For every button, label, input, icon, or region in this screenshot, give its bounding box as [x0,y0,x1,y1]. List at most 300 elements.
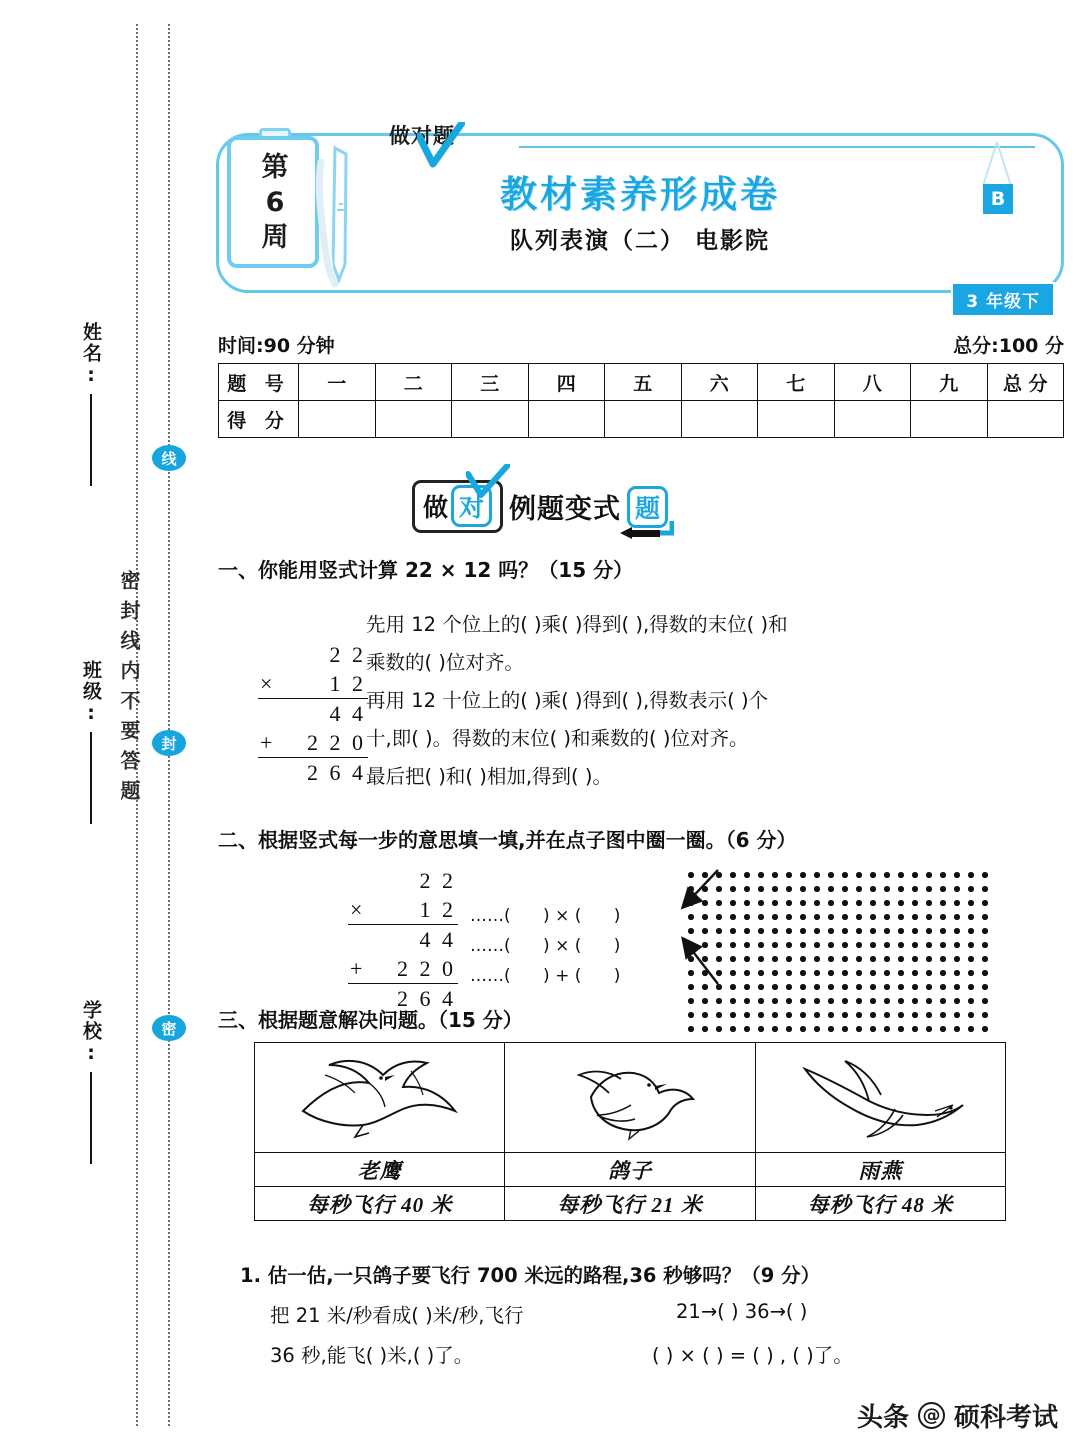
dot [698,924,712,938]
dot [768,966,782,980]
dot [684,952,698,966]
badge-hanger-icon [975,142,1019,188]
dot [936,966,950,980]
at-sign-icon: @ [918,1402,945,1429]
dot [880,952,894,966]
dot [782,882,796,896]
dot [922,924,936,938]
dot [768,938,782,952]
dot [838,924,852,938]
bird-speed-eagle: 每秒飞行 40 米 [255,1187,505,1221]
question-2-annotation-3: ……( ) + ( ) [470,966,621,986]
dot [936,994,950,1008]
bird-name-dove: 鸽子 [505,1153,755,1187]
dot-row [684,980,992,994]
dot [726,868,740,882]
dot [684,938,698,952]
exam-total-label: 总分:100 分 [953,335,1064,357]
dot [866,966,880,980]
dot [754,868,768,882]
vcalc2-line-2-value: 1 2 [419,897,456,922]
dot [894,952,908,966]
eagle-icon [255,1043,505,1153]
dot [908,924,922,938]
student-name-field[interactable] [78,322,105,486]
dot [866,938,880,952]
dot [936,896,950,910]
dot [796,980,810,994]
dot [740,924,754,938]
dot [740,896,754,910]
dot [866,910,880,924]
q1-text-line-5: 最后把( )和( )相加,得到( )。 [366,765,612,788]
dot [978,1008,992,1022]
dot [950,896,964,910]
score-col-4: 四 [528,364,605,401]
section-badge-title: 例题变式 [509,494,621,525]
dot [726,910,740,924]
dot [894,966,908,980]
dot [726,1008,740,1022]
dot [908,952,922,966]
dot [866,980,880,994]
dot [950,966,964,980]
dot [852,952,866,966]
dot [768,980,782,994]
dot [712,910,726,924]
dot [726,966,740,980]
q1-text-line-1: 先用 12 个位上的( )乘( )得到( ),得数的末位( )和 [366,613,788,636]
dot [908,896,922,910]
exam-meta-row [218,331,1064,358]
table-row [219,364,1064,401]
vcalc2-line-4-value: 2 2 0 [397,956,456,981]
dot [866,868,880,882]
vcalc2-operator-plus: + [350,956,366,981]
dot [866,1022,880,1036]
dot [726,952,740,966]
score-col-8: 八 [834,364,911,401]
dot [838,980,852,994]
dot [698,910,712,924]
dot [978,952,992,966]
dot [768,924,782,938]
dot [698,868,712,882]
dot [824,938,838,952]
dot [922,1022,936,1036]
watermark-footer [857,1397,1058,1434]
question-2-vertical-calculation [348,866,458,1013]
student-class-field[interactable] [78,660,105,824]
bird-name-swift: 雨燕 [755,1153,1005,1187]
dot [698,1022,712,1036]
dot [796,910,810,924]
question-1-heading: 一、你能用竖式计算 22 × 12 吗？（15 分） [218,558,634,582]
dot [824,868,838,882]
bird-speed-dove: 每秒飞行 21 米 [505,1187,755,1221]
dot [726,896,740,910]
vcalc1-operator-multiply: × [260,671,276,696]
question-3-sub-1-left-line-1: 把 21 米/秒看成( )米/秒,飞行 [270,1304,524,1327]
dot [782,980,796,994]
dot [880,910,894,924]
score-cell-3[interactable] [452,401,529,438]
vcalc2-line-4 [348,954,458,984]
seal-badge-mi: 密 [152,1015,186,1041]
dot [782,868,796,882]
dove-icon [505,1043,755,1153]
dot [866,1008,880,1022]
section-badge-chip-do: 做 [422,493,448,522]
score-cell-total[interactable] [987,401,1064,438]
dot [810,980,824,994]
dot [796,924,810,938]
dot [810,994,824,1008]
dot [810,896,824,910]
dot [880,938,894,952]
dot [964,966,978,980]
dot [922,896,936,910]
dot [824,1008,838,1022]
dot [922,868,936,882]
dot [796,994,810,1008]
dot-array-grid[interactable] [684,868,992,1036]
dot [936,980,950,994]
dot [950,924,964,938]
vcalc1-line-2-value: 1 2 [329,671,366,696]
header-divider-rule [519,146,1035,148]
dot [698,1008,712,1022]
dot [754,952,768,966]
dot [908,1008,922,1022]
vcalc2-line-3: 4 4 [419,927,456,952]
dot [726,924,740,938]
vcalc1-line-4-value: 2 2 0 [307,730,366,755]
student-class-label: 班级: [80,660,102,726]
dot [950,980,964,994]
dot-row [684,882,992,896]
dot [824,952,838,966]
vcalc1-result: 2 6 4 [307,760,366,785]
dot [978,882,992,896]
dot [894,882,908,896]
dot [712,1008,726,1022]
dot [824,910,838,924]
score-cell-2[interactable] [375,401,452,438]
dot [964,924,978,938]
dot [880,896,894,910]
dot [754,924,768,938]
dot [908,868,922,882]
dot-row [684,1022,992,1036]
dot [936,924,950,938]
dot [852,966,866,980]
dot [712,938,726,952]
dot [782,1022,796,1036]
dot [712,994,726,1008]
exam-time-label: 时间:90 分钟 [218,335,335,357]
dot [978,966,992,980]
score-cell-5[interactable] [605,401,682,438]
swift-icon [755,1043,1005,1153]
dot [978,938,992,952]
dot [824,882,838,896]
seal-badge-feng: 封 [152,730,186,756]
dot [908,1022,922,1036]
dot [838,1008,852,1022]
dot [810,910,824,924]
dot [950,1022,964,1036]
dot [726,980,740,994]
dot [726,882,740,896]
class-write-rule [90,732,92,824]
score-cell-7[interactable] [758,401,835,438]
dot [838,938,852,952]
dot [936,910,950,924]
dot [866,952,880,966]
dot [894,896,908,910]
dot [838,896,852,910]
dot [894,1022,908,1036]
dot [810,882,824,896]
watermark-platform: 头条 [856,1403,909,1433]
do-it-right-label: 做对题 [389,124,455,148]
question-3-sub-1-right-line-1: 21→( ) 36→( ) [676,1300,808,1323]
dot [712,896,726,910]
dot [894,994,908,1008]
bird-speed-table [254,1042,1006,1221]
bird-name-eagle: 老鹰 [255,1153,505,1187]
dot [796,1022,810,1036]
dot [866,994,880,1008]
dot [768,910,782,924]
score-cell-4[interactable] [528,401,605,438]
score-col-7: 七 [758,364,835,401]
section-badge-suffix: 题 [627,486,668,528]
dot [782,896,796,910]
dot-row [684,1008,992,1022]
paper-header-banner [216,124,1064,312]
dot [768,1022,782,1036]
vcalc2-line-2 [348,895,458,925]
dot [810,938,824,952]
dot [950,868,964,882]
dot [950,994,964,1008]
dot [894,1008,908,1022]
dot [922,952,936,966]
dot [908,882,922,896]
dot [684,994,698,1008]
dot [950,1008,964,1022]
dot [922,994,936,1008]
dot [824,966,838,980]
dot [740,966,754,980]
dot [922,966,936,980]
dot [880,882,894,896]
dot [880,966,894,980]
dot [978,924,992,938]
student-school-field[interactable] [78,1000,105,1164]
school-write-rule [90,1072,92,1164]
dot [936,882,950,896]
dot [852,938,866,952]
dot [712,882,726,896]
dot-row [684,924,992,938]
dot [950,952,964,966]
dot [964,910,978,924]
dot [810,868,824,882]
dot [782,952,796,966]
dot [796,966,810,980]
score-cell-8[interactable] [834,401,911,438]
dot [768,882,782,896]
dot [866,924,880,938]
section-badge [0,480,1080,533]
score-table-row-label-score: 得 分 [219,401,299,438]
dot [740,952,754,966]
score-col-9: 九 [911,364,988,401]
question-2-heading: 二、根据竖式每一步的意思填一填,并在点子图中圈一圈。（6 分） [218,828,797,852]
score-col-6: 六 [681,364,758,401]
dot [754,980,768,994]
bird-speed-swift: 每秒飞行 48 米 [755,1187,1005,1221]
student-name-label: 姓名: [80,322,102,388]
dot-row [684,896,992,910]
dot [852,882,866,896]
dot [880,924,894,938]
dot [684,1022,698,1036]
dot [698,980,712,994]
dot [796,882,810,896]
dot [712,980,726,994]
dot [698,966,712,980]
dot [684,980,698,994]
dot [754,966,768,980]
question-1-vertical-calculation [258,640,368,787]
dot [880,980,894,994]
dot [740,938,754,952]
seal-badge-line: 线 [152,445,186,471]
table-row [255,1043,1006,1153]
page-subtitle: 队列表演（二） 电影院 [509,228,770,254]
dot [782,994,796,1008]
dot [684,966,698,980]
dot [936,938,950,952]
dot [908,994,922,1008]
dot [796,952,810,966]
dot [782,924,796,938]
dot [894,938,908,952]
question-3-sub-1-left-line-2: 36 秒,能飞( )米,( )了。 [270,1344,474,1367]
dot [768,868,782,882]
dot [838,868,852,882]
dot [824,924,838,938]
dot [922,910,936,924]
vcalc2-line-1: 2 2 [419,868,456,893]
check-mark-icon [417,122,465,168]
seal-sidebar [0,0,200,1450]
dot [922,980,936,994]
dot [782,910,796,924]
dot [684,1008,698,1022]
dot [838,882,852,896]
dot [978,980,992,994]
dot [684,896,698,910]
dot [740,994,754,1008]
dot [978,910,992,924]
dot [768,994,782,1008]
dot [964,938,978,952]
dot [698,882,712,896]
score-cell-1[interactable] [299,401,376,438]
dot-row [684,938,992,952]
dot-row [684,994,992,1008]
vcalc1-operator-plus: + [260,730,276,755]
dot-row [684,910,992,924]
vcalc1-line-1: 2 2 [329,642,366,667]
table-row [219,401,1064,438]
dot [936,1022,950,1036]
dot [712,1022,726,1036]
dot [852,910,866,924]
dot [950,910,964,924]
dot [796,1008,810,1022]
dot [768,952,782,966]
dot [698,896,712,910]
week-suffix: 周 [261,222,289,253]
dot [740,1008,754,1022]
dot [698,994,712,1008]
question-3-heading: 三、根据题意解决问题。（15 分） [218,1008,523,1032]
dot [754,910,768,924]
dot [950,882,964,896]
dot [894,924,908,938]
dot [698,952,712,966]
dot [880,994,894,1008]
question-2-annotation-1: ……( ) × ( ) [470,906,621,926]
score-table-row-label-number: 题 号 [219,364,299,401]
dot-row [684,868,992,882]
grade-badge: 3 年级下 [951,282,1055,317]
dot [908,980,922,994]
section-arrow-icon [620,519,674,541]
dot [754,882,768,896]
dot [936,952,950,966]
dot [824,1022,838,1036]
name-write-rule [90,394,92,486]
dot [894,980,908,994]
dot [978,994,992,1008]
seal-warning-text: 密封线内不要答题 [117,570,141,810]
dot [908,910,922,924]
dot [796,938,810,952]
question-1-fill-in-text [366,606,1066,796]
dot [964,896,978,910]
score-cell-9[interactable] [911,401,988,438]
dot [684,882,698,896]
table-row [255,1187,1006,1221]
dot [768,1008,782,1022]
dot [964,952,978,966]
dot [740,910,754,924]
week-number: 6 [265,187,285,218]
dot [852,868,866,882]
score-cell-6[interactable] [681,401,758,438]
dot [852,980,866,994]
dot [964,994,978,1008]
watermark-account: 硕科考试 [953,1403,1058,1433]
dot [880,868,894,882]
